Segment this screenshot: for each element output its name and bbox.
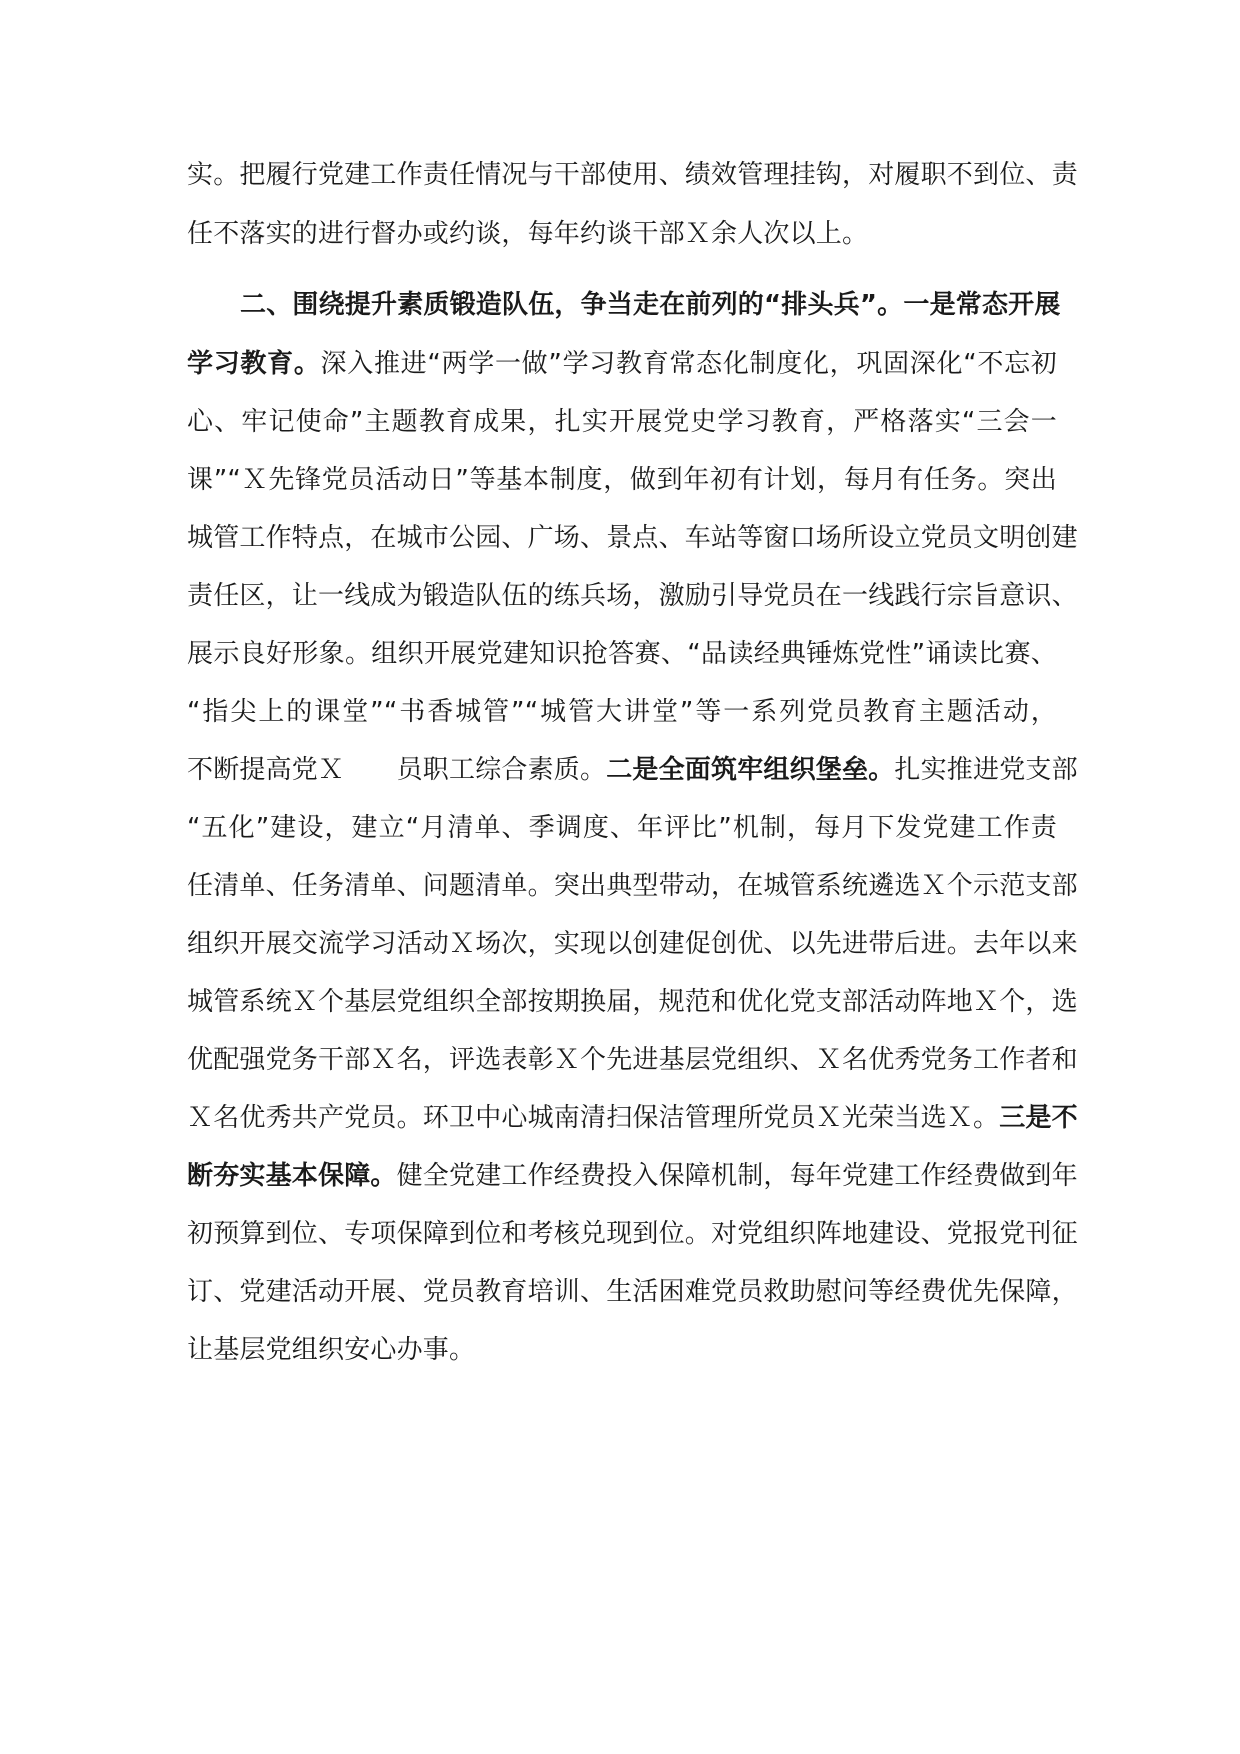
text-run: 心、牢记使命”主题教育成果，扎实开展党史学习教育，严格落实“三会一 — [187, 407, 1057, 437]
text-run: 订、党建活动开展、党员教育培训、生活困难党员救助慰问等经费优先保障， — [187, 1277, 1078, 1307]
text-line — [187, 924, 1078, 964]
text-run: 任清单、任务清单、问题清单。突出典型带动，在城管系统遴选Ｘ个示范支部 — [187, 871, 1078, 901]
text-line — [187, 155, 1078, 195]
text-line — [187, 344, 1057, 384]
text-line — [187, 692, 1057, 732]
text-line — [187, 750, 1078, 790]
text-run: 初预算到位、专项保障到位和考核兑现到位。对党组织阵地建设、党报党刊征 — [187, 1219, 1078, 1249]
text-line — [187, 518, 1078, 558]
text-line — [187, 1098, 1078, 1138]
text-run: 不断提高党Ｘ 员职工综合素质。 — [187, 755, 607, 785]
section-heading: 二、围绕提升素质锻造队伍，争当走在前列的“排头兵”。一是常态开展 — [240, 290, 1061, 320]
text-line — [187, 1214, 1078, 1254]
text-line — [187, 982, 1078, 1022]
text-run: “指尖上的课堂”“书香城管”“城管大讲堂”等一系列党员教育主题活动， — [187, 697, 1057, 727]
text-run: 深入推进“两学一做”学习教育常态化制度化，巩固深化“不忘初 — [320, 349, 1057, 379]
bold-run: 断夯实基本保障。 — [187, 1161, 397, 1191]
text-run: Ｘ名优秀共产党员。环卫中心城南清扫保洁管理所党员Ｘ光荣当选Ｘ。 — [187, 1103, 1000, 1133]
text-line — [187, 576, 1078, 616]
text-run: 展示良好形象。组织开展党建知识抢答赛、“品读经典锤炼党性”诵读比赛、 — [187, 639, 1057, 669]
text-run: 课”“Ｘ先锋党员活动日”等基本制度，做到年初有计划，每月有任务。突出 — [187, 465, 1057, 495]
bold-run: 二是全面筑牢组织堡垒。 — [606, 755, 895, 785]
text-line — [187, 634, 1057, 674]
text-run: 健全党建工作经费投入保障机制，每年党建工作经费做到年 — [396, 1161, 1078, 1191]
text-run: 让基层党组织安心办事。 — [187, 1335, 476, 1365]
bold-run: 学习教育。 — [187, 349, 321, 379]
text-run: 组织开展交流学习活动Ｘ场次，实现以创建促创优、以先进带后进。去年以来 — [187, 929, 1078, 959]
text-line — [187, 866, 1078, 906]
text-line — [187, 1156, 1078, 1196]
text-line — [187, 402, 1057, 442]
text-line — [187, 460, 1057, 500]
text-run: 优配强党务干部Ｘ名，评选表彰Ｘ个先进基层党组织、Ｘ名优秀党务工作者和 — [187, 1045, 1078, 1075]
text-line — [187, 1040, 1078, 1080]
text-line — [187, 1330, 1057, 1370]
text-line — [187, 1272, 1078, 1312]
bold-run: 三是不 — [999, 1103, 1078, 1133]
text-run: “五化”建设，建立“月清单、季调度、年评比”机制，每月下发党建工作责 — [187, 813, 1057, 843]
text-run: 实。把履行党建工作责任情况与干部使用、绩效管理挂钩，对履职不到位、责 — [187, 160, 1078, 190]
text-run: 城管工作特点，在城市公园、广场、景点、车站等窗口场所设立党员文明创建 — [187, 523, 1078, 553]
text-run: 任不落实的进行督办或约谈，每年约谈干部Ｘ余人次以上。 — [187, 219, 869, 249]
text-run: 扎实推进党支部 — [894, 755, 1078, 785]
text-line — [187, 808, 1057, 848]
section-heading-line — [240, 285, 1061, 325]
text-run: 责任区，让一线成为锻造队伍的练兵场，激励引导党员在一线践行宗旨意识、 — [187, 581, 1078, 611]
text-line — [187, 214, 1057, 254]
text-run: 城管系统Ｘ个基层党组织全部按期换届，规范和优化党支部活动阵地Ｘ个，选 — [187, 987, 1078, 1017]
